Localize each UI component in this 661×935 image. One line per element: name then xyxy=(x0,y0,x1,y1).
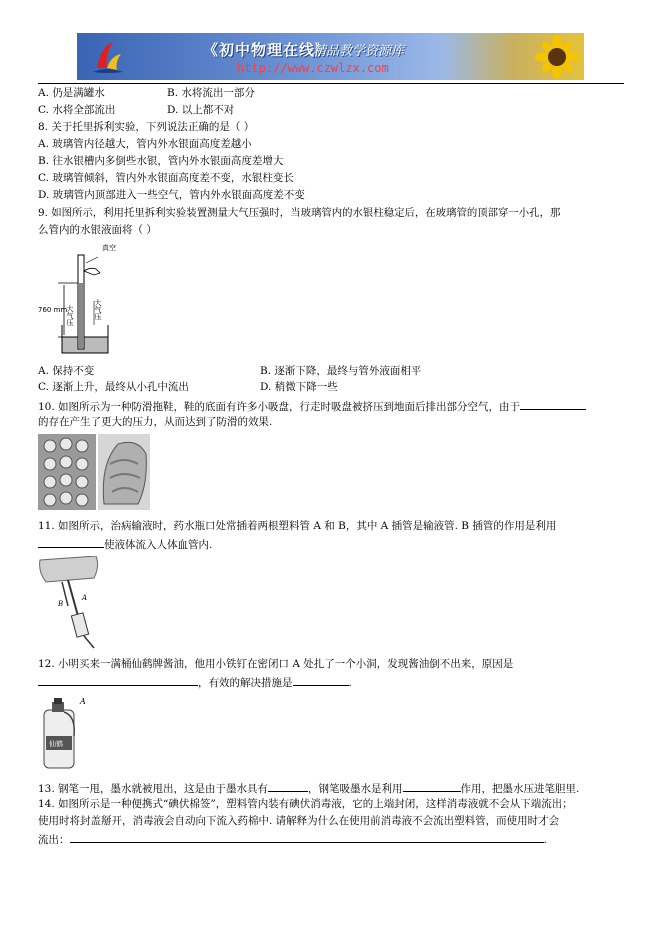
q13-blank-1[interactable] xyxy=(268,781,308,792)
pressure-label-left: 大气压 xyxy=(66,305,74,326)
q11-text: 使液体流入人体血管内. xyxy=(104,539,213,551)
q13-text-b: ，钢笔吸墨水是利用 xyxy=(308,783,403,795)
site-logo-icon xyxy=(89,38,127,76)
q7-option-d: D. 以上都不对 xyxy=(167,104,235,116)
vacuum-label: 真空 xyxy=(102,244,116,252)
pressure-label-right: 大气压 xyxy=(94,299,102,320)
q7-option-b: B. 水将流出一部分 xyxy=(167,87,255,99)
q14-stem-line3 xyxy=(38,832,547,847)
height-label: 760 mm xyxy=(38,306,68,314)
q13-text-c: 作用，把墨水压进笔胆里. xyxy=(460,783,580,795)
iv-label-a: A xyxy=(82,594,88,602)
q14-text-a: 流出： xyxy=(38,834,70,846)
header-url: http://www.czwlzx.com xyxy=(237,61,389,75)
q8-option-c: C. 玻璃管倾斜，管内外水银面高度差不变，水银柱变长 xyxy=(38,172,294,184)
q14-stem-line2: 使用时将封盖掰开，消毒液会自动向下流入药棉中. 请解释为什么在使用前消毒液不会流出塑料管，而使用时才会 xyxy=(38,815,560,827)
bottle-label-a: A xyxy=(80,697,86,706)
torricelli-figure xyxy=(38,241,118,356)
q11-stem-line2 xyxy=(38,537,212,552)
q13-stem xyxy=(38,781,579,796)
q7-option-a: A. 仍是满罐水 xyxy=(38,87,105,99)
header-title: 《初中物理在线》 xyxy=(203,41,332,59)
q7-option-c: C. 水将全部流出 xyxy=(38,104,116,116)
q14-answer-blank[interactable] xyxy=(70,832,544,843)
q14-text-b: . xyxy=(543,834,547,846)
q8-option-b: B. 往水银槽内多倒些水银，管内外水银面高度差增大 xyxy=(38,155,284,167)
sunflower-icon xyxy=(534,35,580,79)
q10-stem-line1 xyxy=(38,399,586,414)
q9-option-a: A. 保持不变 xyxy=(38,365,95,377)
q12-stem-line1: 12. 小明买来一满桶仙鹤牌酱油，他用小铁钉在密闭口 A 处扎了一个小洞，发现酱油倒不出来，原因是 xyxy=(38,658,514,670)
q9-option-b: B. 逐渐下降，最终与管外液面相平 xyxy=(260,365,422,377)
iv-label-b: B xyxy=(58,600,64,608)
q9-option-d: D. 稍微下降一些 xyxy=(260,381,338,393)
q9-stem-line2: 么管内的水银液面将（ ） xyxy=(38,224,157,236)
q9-stem-line1: 9. 如图所示，利用托里拆利实验装置测量大气压强时，当玻璃管内的水银柱稳定后，在玻璃管的顶部穿一小孔，那 xyxy=(38,207,561,219)
bottle-brand: 仙鹤 xyxy=(49,740,63,748)
q12-text-a: ，有效的解决措施是 xyxy=(198,677,293,689)
q8-stem: 8. 关于托里拆利实验，下列说法正确的是（ ） xyxy=(38,121,255,133)
q10-answer-blank[interactable] xyxy=(520,399,586,410)
header-rule xyxy=(38,83,624,84)
q14-stem-line1: 14. 如图所示是一种便携式“碘伏棉签”，塑料管内装有碘伏消毒液，它的上端封闭，这样消毒液就不会从下端流出； xyxy=(38,798,573,810)
q12-text-b: . xyxy=(348,677,352,689)
q12-solution-blank[interactable] xyxy=(293,675,349,686)
q12-stem-line2 xyxy=(38,675,352,690)
q13-text-a: 13. 钢笔一甩，墨水就被甩出，这是由于墨水具有 xyxy=(38,783,269,795)
q8-option-a: A. 玻璃管内径越大，管内外水银面高度差越小 xyxy=(38,138,252,150)
q9-option-c: C. 逐渐上升，最终从小孔中流出 xyxy=(38,381,189,393)
q11-stem-line1: 11. 如图所示，治病输液时，药水瓶口处常插着两根塑料管 A 和 B，其中 A 插管是输液管. B 插管的作用是利用 xyxy=(38,520,557,532)
slipper-figure xyxy=(38,434,150,510)
q11-answer-blank[interactable] xyxy=(38,537,104,548)
header-subtitle: 精品教学资源库 xyxy=(313,44,405,59)
header-banner xyxy=(77,33,584,80)
q13-blank-2[interactable] xyxy=(403,781,461,792)
soy-bottle-figure xyxy=(38,696,90,770)
q10-stem-line2: 的存在产生了更大的压力，从而达到了防滑的效果. xyxy=(38,416,273,428)
q12-reason-blank[interactable] xyxy=(38,675,198,686)
q8-option-d: D. 玻璃管内顶部进入一些空气，管内外水银面高度差不变 xyxy=(38,189,305,201)
q10-text: 10. 如图所示为一种防滑拖鞋，鞋的底面有许多小吸盘，行走时吸盘被挤压到地面后排出部分空气，由于 xyxy=(38,401,521,413)
iv-drip-figure xyxy=(38,556,114,650)
